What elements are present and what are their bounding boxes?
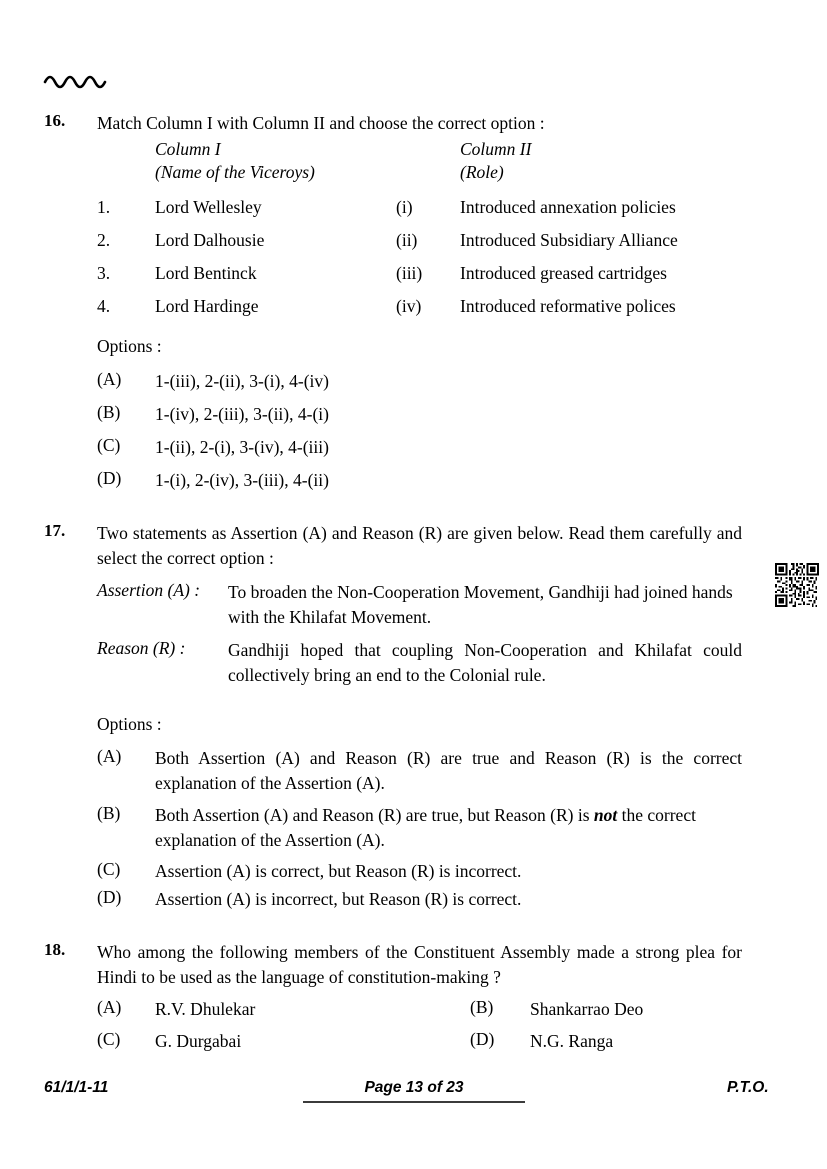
option-a-body: Both Assertion (A) and Reason (R) are true and Reason (R) is the correct explanation of the Assertion (A). <box>155 748 742 793</box>
option-text-d[interactable]: 1-(i), 2-(iv), 3-(iii), 4-(ii) <box>155 470 329 490</box>
option-marker-b[interactable]: (B) <box>470 997 494 1017</box>
option-text-d[interactable]: N.G. Ranga <box>530 1031 614 1051</box>
column-2-subtitle: (Role) <box>460 162 504 182</box>
option-marker-b[interactable]: (B) <box>97 402 121 422</box>
option-b-body-after: the correct explanation of the Assertion (A). <box>155 805 696 850</box>
pto-label: P.T.O. <box>727 1079 769 1096</box>
reason-label: Reason (R) : <box>97 638 186 658</box>
option-marker-b[interactable]: (B) <box>97 803 121 823</box>
option-text-a[interactable]: 1-(iii), 2-(ii), 3-(i), 4-(iv) <box>155 371 329 391</box>
column-1-subtitle: (Name of the Viceroys) <box>155 162 315 182</box>
option-marker-c[interactable]: (C) <box>97 1029 121 1049</box>
option-c-body: Assertion (A) is correct, but Reason (R) is incorrect. <box>155 861 522 881</box>
option-text-b[interactable]: 1-(iv), 2-(iii), 3-(ii), 4-(i) <box>155 404 329 424</box>
option-text-c[interactable]: G. Durgabai <box>155 1031 242 1051</box>
question-17-options-label: Options : <box>97 714 162 734</box>
option-marker-d[interactable]: (D) <box>97 887 122 907</box>
match-row-left-text: Lord Wellesley <box>155 197 262 217</box>
option-text-d[interactable] <box>155 887 742 912</box>
footer-divider <box>303 1101 525 1103</box>
assertion-label: Assertion (A) : <box>97 580 201 600</box>
option-b-body-before: Both Assertion (A) and Reason (R) are true, but Reason (R) is <box>155 805 594 825</box>
paper-code: 61/1/1-11 <box>44 1079 109 1096</box>
option-b-emphasis: not <box>593 805 618 825</box>
match-row-right-number: (i) <box>396 197 413 217</box>
option-marker-c[interactable]: (C) <box>97 435 121 455</box>
match-row-right-text: Introduced annexation policies <box>460 197 676 217</box>
option-marker-a[interactable]: (A) <box>97 746 122 766</box>
question-number-18: 18. <box>44 940 66 959</box>
option-text-a[interactable]: R.V. Dhulekar <box>155 999 256 1019</box>
question-16-stem: Match Column I with Column II and choose the correct option : <box>97 113 545 133</box>
reason-text: Gandhiji hoped that coupling Non-Cooperation and Khilafat could collectively bring an end to the Colonial rule. <box>228 640 742 685</box>
match-row-right-number: (ii) <box>396 230 418 250</box>
option-d-body: Assertion (A) is incorrect, but Reason (R) is correct. <box>155 889 522 909</box>
option-text-a[interactable] <box>155 746 742 796</box>
option-marker-d[interactable]: (D) <box>97 468 122 488</box>
match-row-right-text: Introduced reformative polices <box>460 296 676 316</box>
match-row-left-text: Lord Dalhousie <box>155 230 265 250</box>
option-marker-a[interactable]: (A) <box>97 369 122 389</box>
question-16-options-label: Options : <box>97 336 162 356</box>
match-row-left-number: 4. <box>97 296 111 316</box>
question-17-stem: Two statements as Assertion (A) and Reason (R) are given below. Read them carefully and select the correct option : <box>97 523 742 568</box>
column-2-title: Column II <box>460 139 532 159</box>
option-text-c[interactable]: 1-(ii), 2-(i), 3-(iv), 4-(iii) <box>155 437 329 457</box>
question-number-17: 17. <box>44 521 66 540</box>
option-marker-d[interactable]: (D) <box>470 1029 495 1049</box>
match-row-left-number: 2. <box>97 230 111 250</box>
match-row-left-number: 1. <box>97 197 111 217</box>
match-row-right-text: Introduced greased cartridges <box>460 263 667 283</box>
page-label: Page 13 of 23 <box>364 1079 464 1096</box>
option-text-b[interactable]: Shankarrao Deo <box>530 999 644 1019</box>
match-row-right-number: (iii) <box>396 263 423 283</box>
qr-code <box>775 563 819 607</box>
column-1-title: Column I <box>155 139 221 159</box>
question-number-16: 16. <box>44 111 66 130</box>
option-text-b[interactable] <box>155 803 742 853</box>
option-marker-c[interactable]: (C) <box>97 859 121 879</box>
qr-code-icon <box>775 563 819 607</box>
option-marker-a[interactable]: (A) <box>97 997 122 1017</box>
match-row-left-text: Lord Bentinck <box>155 263 257 283</box>
option-text-c[interactable] <box>155 859 742 884</box>
wavy-rule-decoration <box>43 70 113 92</box>
match-row-right-number: (iv) <box>396 296 422 316</box>
match-row-left-number: 3. <box>97 263 111 283</box>
question-18-stem: Who among the following members of the Constituent Assembly made a strong plea for Hindi to be used as the language of constitution-making ? <box>97 942 742 987</box>
match-row-left-text: Lord Hardinge <box>155 296 259 316</box>
assertion-text: To broaden the Non-Cooperation Movement, Gandhiji had joined hands with the Khilafat Movement. <box>228 582 733 627</box>
match-row-right-text: Introduced Subsidiary Alliance <box>460 230 678 250</box>
